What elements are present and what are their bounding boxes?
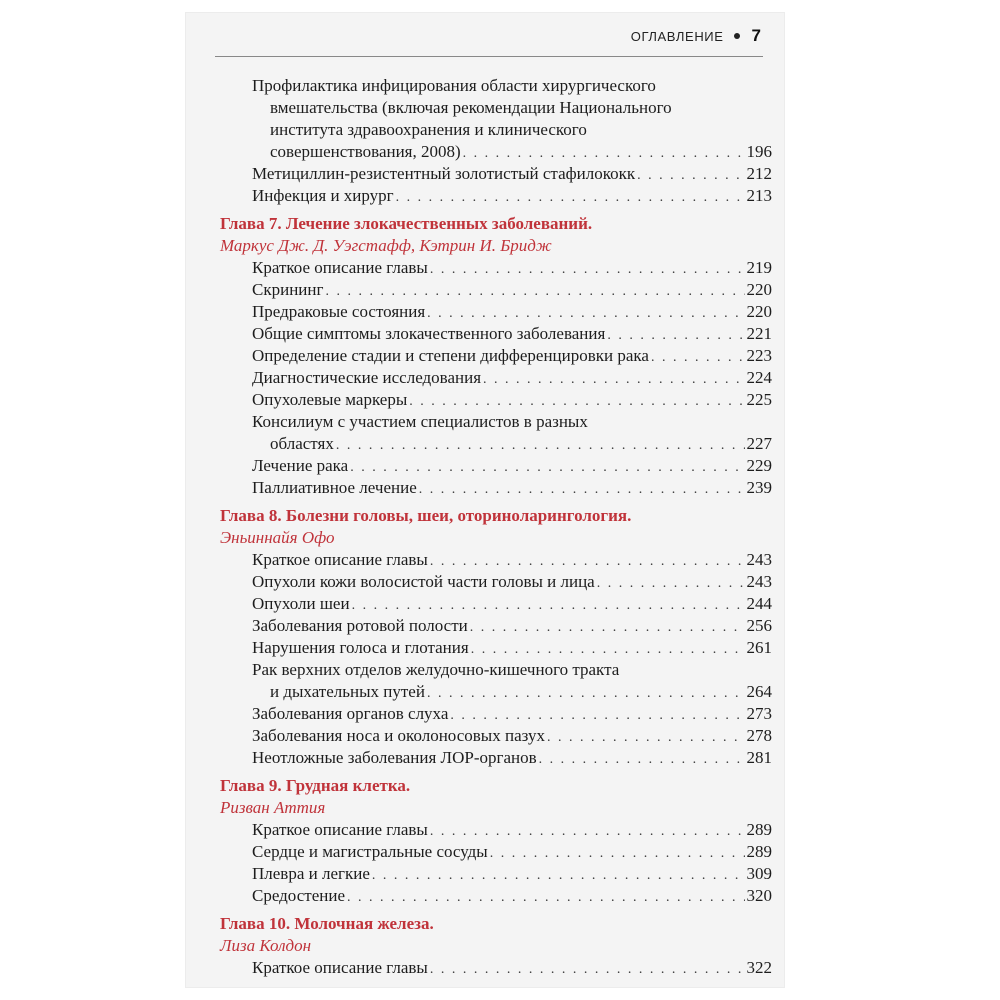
leader-dots xyxy=(350,457,744,479)
chapter-title: Глава 10. Молочная железа. xyxy=(220,914,434,933)
leader-dots xyxy=(483,369,744,391)
toc-entry-title: Плевра и легкие xyxy=(252,864,370,883)
leader-dots xyxy=(651,347,745,369)
toc-entry-title: Общие симптомы злокачественного заболевания xyxy=(252,324,606,343)
chapter-title: Глава 8. Болезни головы, шеи, оториноларингология. xyxy=(220,506,632,525)
toc-entry xyxy=(252,185,772,209)
leader-dots xyxy=(347,887,745,909)
toc-entry xyxy=(252,345,772,369)
toc-entry-title: совершенствования, 2008) xyxy=(270,142,461,161)
toc-entry-title: Нарушения голоса и глотания xyxy=(252,638,469,657)
toc-entry-line: Профилактика инфицирования области хирургического xyxy=(252,76,656,95)
toc-page-number: 227 xyxy=(746,434,772,453)
leader-dots xyxy=(430,259,745,281)
leader-dots xyxy=(372,865,745,887)
toc-entry xyxy=(252,841,772,865)
toc-page-number: 261 xyxy=(746,638,772,657)
toc-page-number: 243 xyxy=(746,550,772,569)
toc-entry-line: Рак верхних отделов желудочно-кишечного тракта xyxy=(252,660,620,679)
toc-page-number: 243 xyxy=(746,572,772,591)
toc-entry-title: Заболевания ротовой полости xyxy=(252,616,468,635)
toc-page-number: 273 xyxy=(746,704,772,723)
section-title: ОГЛАВЛЕНИЕ xyxy=(630,28,724,44)
toc-page-number: 256 xyxy=(746,616,772,635)
toc-entry-title: Заболевания носа и околоносовых пазух xyxy=(252,726,545,745)
toc-entry xyxy=(252,163,772,187)
toc-entry xyxy=(252,593,772,617)
toc-entry xyxy=(252,615,772,639)
leader-dots xyxy=(450,705,744,727)
toc-entry-title: Определение стадии и степени дифференцировки рака xyxy=(252,346,649,365)
leader-dots xyxy=(607,325,744,347)
toc-entry-title: Метициллин-резистентный золотистый стафилококк xyxy=(252,164,636,183)
leader-dots xyxy=(463,143,745,165)
toc-entry-title: и дыхательных путей xyxy=(270,682,425,701)
toc-entry xyxy=(252,819,772,843)
chapter-author: Эньиннайя Офо xyxy=(220,528,335,547)
leader-dots xyxy=(430,551,745,573)
chapter-title: Глава 9. Грудная клетка. xyxy=(220,776,411,795)
toc-page-number: 220 xyxy=(746,302,772,321)
toc-page-number: 196 xyxy=(746,142,772,161)
leader-dots xyxy=(470,617,745,639)
leader-dots xyxy=(396,187,745,209)
leader-dots xyxy=(336,435,745,457)
toc-entry-title: Опухоли кожи волосистой части головы и лица xyxy=(252,572,595,591)
toc-entry xyxy=(252,367,772,391)
leader-dots xyxy=(325,281,744,303)
leader-dots xyxy=(430,821,745,843)
leader-dots xyxy=(597,573,745,595)
chapter-title: Глава 7. Лечение злокачественных заболеваний. xyxy=(220,214,593,233)
toc-entry-title: Краткое описание главы xyxy=(252,550,428,569)
toc-entry-line: института здравоохранения и клинического xyxy=(270,120,587,139)
toc-entry xyxy=(252,957,772,981)
toc-entry-title: Краткое описание главы xyxy=(252,958,428,977)
toc-entry xyxy=(252,725,772,749)
running-header xyxy=(631,26,761,46)
toc-page-number: 278 xyxy=(746,726,772,745)
toc-entry-title: Скрининг xyxy=(252,280,324,299)
toc-entry xyxy=(252,389,772,413)
chapter-author: Ризван Аттия xyxy=(220,798,326,817)
toc-page-number: 309 xyxy=(746,864,772,883)
toc-entry xyxy=(252,75,772,165)
toc-page-number: 224 xyxy=(746,368,772,387)
toc-page-number: 281 xyxy=(746,748,772,767)
chapter-author: Лиза Колдон xyxy=(220,936,312,955)
bullet-icon xyxy=(734,33,740,39)
toc-page-number: 225 xyxy=(746,390,772,409)
toc-entry-title: Паллиативное лечение xyxy=(252,478,417,497)
toc-page-number: 220 xyxy=(746,280,772,299)
toc-entry xyxy=(252,571,772,595)
toc-page-number: 239 xyxy=(746,478,772,497)
toc-entry-title: областях xyxy=(270,434,334,453)
toc-page-number: 244 xyxy=(746,594,772,613)
leader-dots xyxy=(352,595,745,617)
toc-entry xyxy=(252,323,772,347)
leader-dots xyxy=(430,959,745,981)
toc-entry xyxy=(252,863,772,887)
toc-entry xyxy=(252,477,772,501)
toc-entry xyxy=(252,885,772,909)
toc-entry xyxy=(252,279,772,303)
page-number: 7 xyxy=(751,26,761,45)
toc-entry xyxy=(252,549,772,573)
leader-dots xyxy=(427,303,744,325)
toc-entry xyxy=(252,637,772,661)
header-rule xyxy=(215,56,763,57)
toc-page-number: 229 xyxy=(746,456,772,475)
toc-page-number: 212 xyxy=(746,164,772,183)
toc-entry-title: Сердце и магистральные сосуды xyxy=(252,842,488,861)
toc-entry xyxy=(252,301,772,325)
leader-dots xyxy=(419,479,745,501)
toc-entry-title: Инфекция и хирург xyxy=(252,186,394,205)
toc-page-number: 221 xyxy=(746,324,772,343)
toc-entry-line: вмешательства (включая рекомендации Национального xyxy=(270,98,672,117)
leader-dots xyxy=(637,165,744,187)
toc-entry xyxy=(252,411,772,457)
toc-entry-title: Заболевания органов слуха xyxy=(252,704,449,723)
leader-dots xyxy=(539,749,745,771)
toc-entry-title: Предраковые состояния xyxy=(252,302,426,321)
toc-page-number: 322 xyxy=(746,958,772,977)
toc-page-number: 223 xyxy=(746,346,772,365)
toc-entry-title: Диагностические исследования xyxy=(252,368,482,387)
toc-page-number: 264 xyxy=(746,682,772,701)
toc-entry-title: Опухоли шеи xyxy=(252,594,350,613)
toc-entry xyxy=(252,455,772,479)
leader-dots xyxy=(427,683,745,705)
toc-entry-title: Краткое описание главы xyxy=(252,258,428,277)
toc-page-number: 213 xyxy=(746,186,772,205)
leader-dots xyxy=(547,727,745,749)
toc-entry-title: Краткое описание главы xyxy=(252,820,428,839)
toc-entry-title: Неотложные заболевания ЛОР-органов xyxy=(252,748,537,767)
toc-entry-title: Опухолевые маркеры xyxy=(252,390,408,409)
toc-entry xyxy=(252,747,772,771)
toc-page-number: 320 xyxy=(746,886,772,905)
toc-entry-title: Средостение xyxy=(252,886,345,905)
book-page xyxy=(185,12,785,988)
chapter-author: Маркус Дж. Д. Уэгстафф, Кэтрин И. Бридж xyxy=(220,236,552,255)
leader-dots xyxy=(490,843,745,865)
toc-page-number: 289 xyxy=(746,842,772,861)
toc-entry-line: Консилиум с участием специалистов в разных xyxy=(252,412,588,431)
leader-dots xyxy=(409,391,744,413)
toc-entry xyxy=(252,659,772,705)
toc-page-number: 219 xyxy=(746,258,772,277)
toc-entry-title: Лечение рака xyxy=(252,456,349,475)
toc-entry xyxy=(252,703,772,727)
toc-entry xyxy=(252,257,772,281)
leader-dots xyxy=(471,639,745,661)
toc-page-number: 289 xyxy=(746,820,772,839)
